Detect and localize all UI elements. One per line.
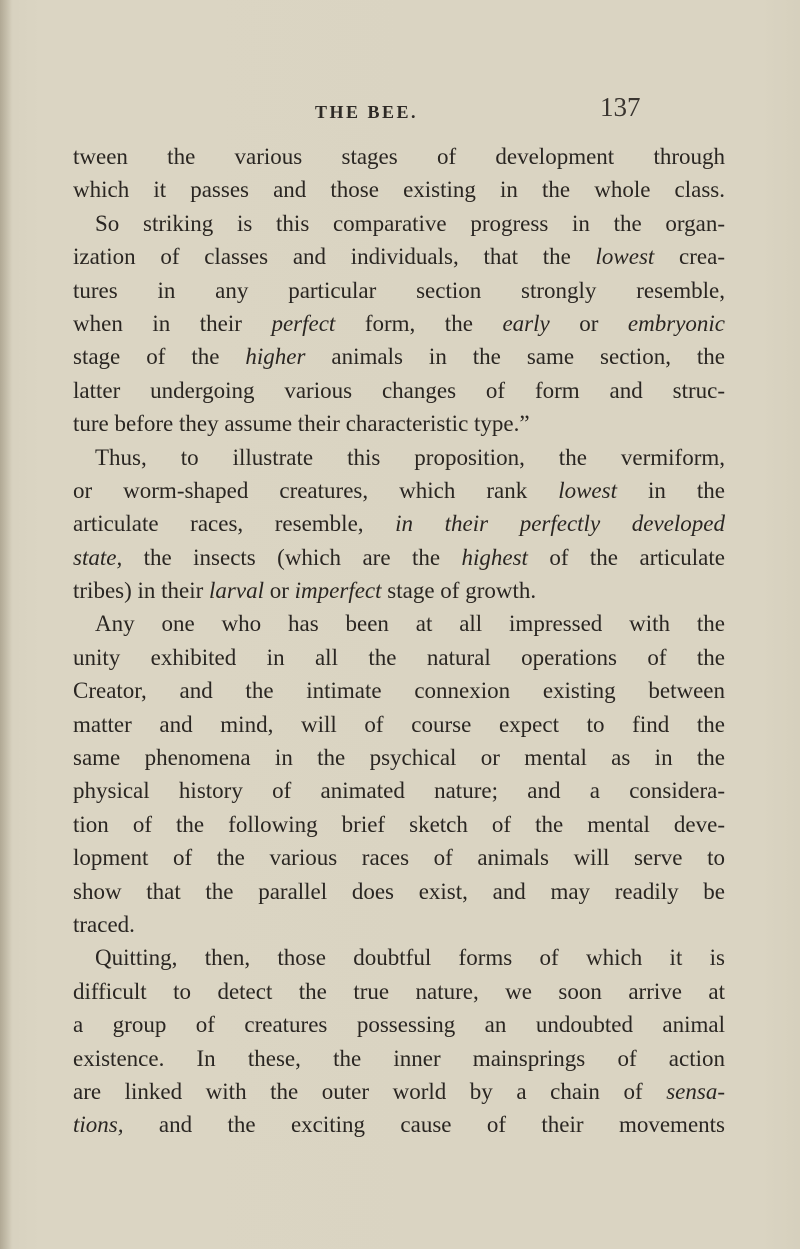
text-line: [73, 674, 725, 707]
text-line: [73, 1075, 725, 1108]
text-run: lopment of the various races of animals will serve to: [73, 845, 725, 871]
text-line: [73, 574, 725, 607]
text-line: [73, 374, 725, 407]
body-text: [73, 140, 725, 1142]
text-run: or: [264, 578, 295, 604]
text-run: when in their: [73, 310, 272, 336]
text-run: tween the various stages of development through: [73, 144, 725, 169]
italic-text: state,: [73, 544, 123, 570]
italic-text: tions,: [73, 1112, 124, 1138]
text-run: form, the: [335, 310, 503, 336]
text-line: [73, 274, 725, 307]
text-run: difficult to detect the true nature, we soon arrive at: [73, 978, 725, 1004]
text-run: crea-: [654, 244, 725, 270]
text-line: [73, 607, 725, 640]
text-run: stage of the: [73, 344, 246, 370]
text-line: [73, 875, 725, 908]
text-run: are linked with the outer world by a chain of: [73, 1078, 667, 1104]
text-run: matter and mind, will of course expect to find the: [73, 711, 725, 737]
italic-text: early: [502, 310, 550, 336]
italic-text: larval: [209, 578, 264, 604]
text-line: [73, 808, 725, 841]
text-run: tribes) in their: [73, 578, 210, 604]
text-run: animals in the same section, the: [305, 344, 726, 370]
text-line: [73, 441, 725, 474]
running-head: [0, 88, 800, 128]
italic-text: lowest: [595, 244, 655, 270]
text-line: [73, 741, 725, 774]
text-run: Quitting, then, those doubtful forms of which it is: [95, 945, 725, 971]
text-run: stage of growth.: [381, 578, 537, 604]
text-line: [73, 975, 725, 1008]
text-line: [73, 173, 725, 206]
text-run: existence. In these, the inner mainsprings of action: [73, 1045, 725, 1071]
text-line: [73, 908, 725, 941]
text-run: or worm-shaped creatures, which rank: [73, 477, 559, 503]
text-run: and the exciting cause of their movements: [123, 1112, 725, 1138]
text-line: [73, 941, 725, 974]
text-line: [73, 774, 725, 807]
text-run: show that the parallel does exist, and may readily be: [73, 878, 725, 904]
text-line: [73, 1108, 725, 1141]
page-number: 137: [600, 92, 641, 122]
text-run: a group of creatures possessing an undoubted animal: [73, 1012, 725, 1038]
text-run: tures in any particular section strongly resemble,: [73, 277, 725, 303]
text-line: [73, 307, 725, 340]
italic-text: highest: [461, 544, 528, 570]
italic-text: perfect: [271, 310, 336, 336]
text-line: [73, 407, 725, 440]
italic-text: in their perfectly developed: [395, 511, 725, 537]
text-run: Any one who has been at all impressed with the: [95, 611, 725, 637]
text-line: [73, 641, 725, 674]
text-line: [73, 474, 725, 507]
text-line: [73, 1008, 725, 1041]
text-run: physical history of animated nature; and a considera-: [73, 778, 725, 804]
text-run: traced.: [73, 911, 135, 937]
text-run: in the: [616, 477, 725, 503]
italic-text: embryonic: [627, 310, 725, 336]
italic-text: sensa-: [666, 1078, 725, 1104]
running-head-title: THE BEE.: [315, 102, 419, 122]
text-line: [73, 1042, 725, 1075]
italic-text: lowest: [558, 477, 617, 503]
text-run: tion of the following brief sketch of the mental deve-: [73, 811, 725, 837]
text-line: [73, 140, 725, 173]
text-line: [73, 841, 725, 874]
text-run: So striking is this comparative progress in the organ-: [95, 210, 725, 236]
text-line: [73, 541, 725, 574]
text-run: ization of classes and individuals, that the: [73, 244, 596, 270]
text-run: articulate races, resemble,: [73, 511, 396, 537]
text-line: [73, 340, 725, 373]
text-run: Thus, to illustrate this proposition, the vermiform,: [95, 444, 725, 470]
text-line: [73, 207, 725, 240]
text-run: same phenomena in the psychical or mental as in the: [73, 745, 725, 771]
text-line: [73, 240, 725, 273]
text-run: ture before they assume their characteristic type.”: [73, 411, 530, 437]
text-run: the insects (which are the: [122, 544, 462, 570]
text-run: unity exhibited in all the natural operations of the: [73, 644, 725, 670]
text-run: or: [549, 310, 628, 336]
italic-text: higher: [245, 344, 306, 370]
text-line: [73, 507, 725, 540]
italic-text: imperfect: [294, 578, 382, 604]
text-run: of the articulate: [527, 544, 725, 570]
text-run: which it passes and those existing in the whole class.: [73, 177, 725, 203]
text-run: latter undergoing various changes of form and struc-: [73, 377, 725, 403]
text-run: Creator, and the intimate connexion existing between: [73, 678, 725, 704]
text-line: [73, 708, 725, 741]
binding-shadow: [0, 0, 12, 1249]
